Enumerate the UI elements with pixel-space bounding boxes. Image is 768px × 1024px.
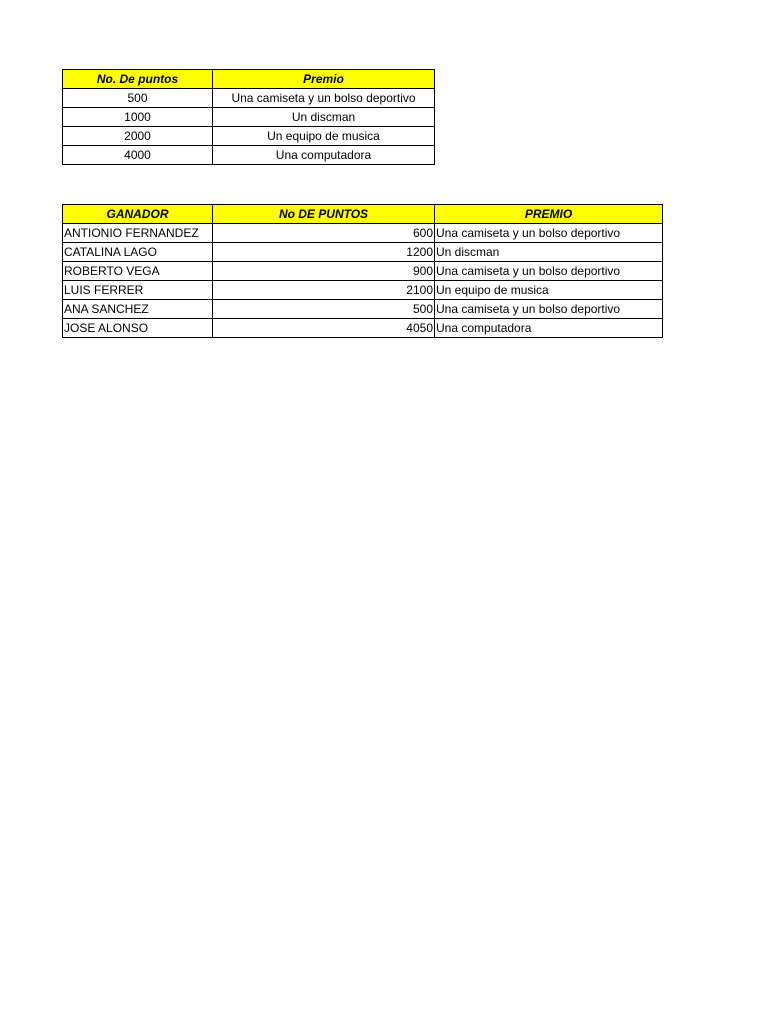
points-prize-table	[62, 69, 435, 165]
cell-prize[interactable]: Una camiseta y un bolso deportivo	[435, 300, 663, 319]
cell-points[interactable]: 4000	[63, 146, 213, 165]
cell-prize[interactable]: Un discman	[213, 108, 435, 127]
cell-prize[interactable]: Una camiseta y un bolso deportivo	[435, 224, 663, 243]
table-row	[63, 224, 663, 243]
cell-prize[interactable]: Un equipo de musica	[435, 281, 663, 300]
header-cell-prize[interactable]: PREMIO	[435, 205, 663, 224]
cell-prize[interactable]: Un equipo de musica	[213, 127, 435, 146]
cell-prize[interactable]: Una computadora	[435, 319, 663, 338]
cell-winner[interactable]: JOSE ALONSO	[63, 319, 213, 338]
table-row	[63, 108, 435, 127]
cell-winner[interactable]: ANA SANCHEZ	[63, 300, 213, 319]
cell-prize[interactable]: Una camiseta y un bolso deportivo	[435, 262, 663, 281]
points-table-header-row	[63, 70, 435, 89]
cell-points[interactable]: 1200	[213, 243, 435, 262]
header-cell-points[interactable]: No. De puntos	[63, 70, 213, 89]
table-row	[63, 127, 435, 146]
cell-winner[interactable]: ROBERTO VEGA	[63, 262, 213, 281]
cell-points[interactable]: 500	[63, 89, 213, 108]
table-row	[63, 262, 663, 281]
cell-points[interactable]: 2100	[213, 281, 435, 300]
table-row	[63, 281, 663, 300]
cell-winner[interactable]: CATALINA LAGO	[63, 243, 213, 262]
cell-points[interactable]: 500	[213, 300, 435, 319]
cell-points[interactable]: 2000	[63, 127, 213, 146]
cell-prize[interactable]: Un discman	[435, 243, 663, 262]
cell-prize[interactable]: Una camiseta y un bolso deportivo	[213, 89, 435, 108]
header-cell-winner[interactable]: GANADOR	[63, 205, 213, 224]
table-row	[63, 89, 435, 108]
cell-prize[interactable]: Una computadora	[213, 146, 435, 165]
winners-table	[62, 204, 663, 338]
cell-winner[interactable]: LUIS FERRER	[63, 281, 213, 300]
header-cell-prize[interactable]: Premio	[213, 70, 435, 89]
table-row	[63, 300, 663, 319]
winners-table-header-row	[63, 205, 663, 224]
cell-points[interactable]: 4050	[213, 319, 435, 338]
table-row	[63, 319, 663, 338]
cell-points[interactable]: 1000	[63, 108, 213, 127]
table-row	[63, 243, 663, 262]
table-row	[63, 146, 435, 165]
cell-points[interactable]: 900	[213, 262, 435, 281]
cell-winner[interactable]: ANTIONIO FERNANDEZ	[63, 224, 213, 243]
cell-points[interactable]: 600	[213, 224, 435, 243]
header-cell-points[interactable]: No DE PUNTOS	[213, 205, 435, 224]
